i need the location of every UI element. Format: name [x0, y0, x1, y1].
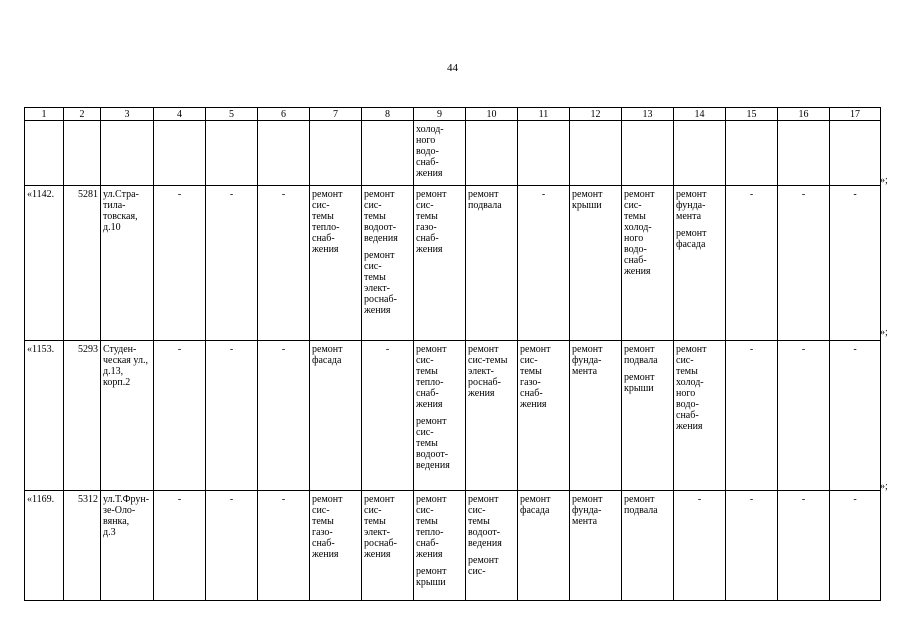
cell-text: -	[281, 189, 286, 200]
table-cell	[570, 186, 622, 341]
table-cell	[258, 186, 310, 341]
table-cell	[570, 341, 622, 491]
cell-text: ремонт сис- темы элект- роснаб- жения	[364, 494, 397, 560]
data-table	[24, 107, 881, 601]
table-cell	[518, 121, 570, 186]
cell-text: ремонт подвала	[468, 189, 502, 211]
cell-text: ремонт сис- темы газо- снаб- жения	[416, 189, 447, 255]
table-cell	[622, 341, 674, 491]
cell-text: -	[229, 494, 234, 505]
column-number: 8	[362, 108, 414, 121]
table-cell	[25, 491, 64, 601]
cell-text: -	[697, 494, 702, 505]
cell-text: -	[853, 189, 857, 200]
table-cell	[206, 186, 258, 341]
table-cell	[414, 186, 466, 341]
cell-text: -	[177, 189, 182, 200]
cell-text: ремонт сис- темы газо- снаб- жения	[520, 344, 551, 410]
cell-text: ремонт сис-темы элект- роснаб- жения	[468, 344, 508, 399]
cell-text: ремонт подвала	[624, 344, 658, 366]
table-cell	[101, 121, 154, 186]
cell-text: -	[229, 344, 234, 355]
row-end-mark: »;	[880, 327, 888, 338]
table-row	[25, 121, 881, 186]
column-number-row	[25, 108, 881, 121]
column-number: 12	[570, 108, 622, 121]
table-row	[25, 341, 881, 491]
table-cell	[101, 186, 154, 341]
table-cell	[154, 341, 206, 491]
table-cell	[414, 121, 466, 186]
table-cell	[570, 491, 622, 601]
cell-text: ремонт сис- темы водоот- ведения	[468, 494, 502, 549]
table-cell	[154, 121, 206, 186]
table-cell	[362, 121, 414, 186]
column-number: 5	[206, 108, 258, 121]
column-number: 3	[101, 108, 154, 121]
cell-text: 5281	[78, 189, 98, 200]
column-number: 13	[622, 108, 674, 121]
table-cell	[25, 186, 64, 341]
cell-text: -	[385, 344, 390, 355]
table-cell	[674, 341, 726, 491]
table-cell	[466, 341, 518, 491]
table-cell	[674, 121, 726, 186]
table-cell	[101, 341, 154, 491]
cell-text: ремонт фунда- мента	[676, 189, 707, 222]
table-cell	[310, 491, 362, 601]
table-cell	[25, 121, 64, 186]
cell-text: ремонт фасада	[520, 494, 551, 516]
table-cell	[778, 186, 830, 341]
cell-text: -	[177, 344, 182, 355]
cell-text: ремонт сис- темы газо- снаб- жения	[312, 494, 343, 560]
cell-text: «1142.	[27, 189, 55, 200]
table-cell	[726, 491, 778, 601]
cell-text: 5312	[78, 494, 98, 505]
table-cell	[466, 491, 518, 601]
table-cell	[310, 341, 362, 491]
cell-text: Студен- ческая ул., д.13, корп.2	[103, 344, 148, 388]
table-cell	[64, 186, 101, 341]
table-cell	[414, 491, 466, 601]
cell-text: -	[801, 189, 806, 200]
table-cell	[25, 341, 64, 491]
table-cell	[778, 491, 830, 601]
cell-text: -	[801, 344, 806, 355]
column-number: 2	[64, 108, 101, 121]
cell-text: ремонт фасада	[312, 344, 343, 366]
cell-text: -	[749, 344, 754, 355]
page-number: 44	[447, 62, 458, 74]
cell-text: ремонт сис- темы тепло- снаб- жения	[312, 189, 343, 255]
table-cell	[518, 186, 570, 341]
column-number: 10	[466, 108, 518, 121]
table-cell	[726, 341, 778, 491]
cell-text: ремонт сис- темы элект- роснаб- жения	[364, 250, 397, 316]
table-cell	[830, 121, 881, 186]
cell-text: «1153.	[27, 344, 55, 355]
table-cell	[206, 341, 258, 491]
cell-text: ремонт подвала	[624, 494, 658, 516]
table-cell	[518, 341, 570, 491]
table-cell	[778, 341, 830, 491]
cell-text: -	[853, 494, 857, 505]
cell-text: ремонт крыши	[416, 566, 447, 588]
cell-text: -	[229, 189, 234, 200]
table-cell	[830, 491, 881, 601]
cell-text: холод- ного водо- снаб- жения	[416, 124, 444, 179]
cell-text: «1169.	[27, 494, 55, 505]
cell-text: ремонт фунда- мента	[572, 344, 603, 377]
table-cell	[622, 491, 674, 601]
table-cell	[830, 341, 881, 491]
cell-text: ремонт сис- темы водоот- ведения	[416, 416, 450, 471]
table-cell	[258, 491, 310, 601]
table-cell	[64, 121, 101, 186]
table-cell	[622, 186, 674, 341]
cell-text: ремонт фунда- мента	[572, 494, 603, 527]
cell-text: ремонт сис- темы холод- ного водо- снаб- жения	[676, 344, 707, 432]
row-end-mark: »;	[880, 175, 888, 186]
cell-text: ул.Т.Фрун- зе-Оло- вянка, д.3	[103, 494, 150, 538]
cell-text: ремонт крыши	[624, 372, 655, 394]
cell-text: ремонт сис- темы тепло- снаб- жения	[416, 344, 447, 410]
table-cell	[310, 121, 362, 186]
cell-text: ремонт фасада	[676, 228, 707, 250]
row-end-mark: »;	[880, 481, 888, 492]
table-cell	[154, 491, 206, 601]
cell-text: ремонт сис- темы холод- ного водо- снаб- жения	[624, 189, 655, 277]
table-cell	[622, 121, 674, 186]
table-cell	[310, 186, 362, 341]
column-number: 11	[518, 108, 570, 121]
cell-text: ремонт сис- темы тепло- снаб- жения	[416, 494, 447, 560]
cell-text: -	[749, 189, 754, 200]
column-number: 15	[726, 108, 778, 121]
table-cell	[726, 186, 778, 341]
column-number: 14	[674, 108, 726, 121]
table-cell	[726, 121, 778, 186]
table-cell	[206, 491, 258, 601]
table-cell	[362, 186, 414, 341]
cell-text: ремонт крыши	[572, 189, 603, 211]
column-number: 17	[830, 108, 881, 121]
cell-text: -	[177, 494, 182, 505]
table-cell	[362, 341, 414, 491]
column-number: 1	[25, 108, 64, 121]
table-row	[25, 491, 881, 601]
cell-text: ремонт сис- темы водоот- ведения	[364, 189, 398, 244]
cell-text: 5293	[78, 344, 98, 355]
table-cell	[674, 491, 726, 601]
table-row	[25, 186, 881, 341]
table-cell	[362, 491, 414, 601]
cell-text: ул.Стра- тила- товская, д.10	[103, 189, 139, 233]
column-number: 9	[414, 108, 466, 121]
table-cell	[778, 121, 830, 186]
column-number: 4	[154, 108, 206, 121]
cell-text: -	[541, 189, 546, 200]
table-cell	[518, 491, 570, 601]
table-cell	[206, 121, 258, 186]
table-cell	[64, 341, 101, 491]
cell-text: -	[801, 494, 806, 505]
cell-text: -	[281, 344, 286, 355]
table-cell	[258, 341, 310, 491]
table-cell	[570, 121, 622, 186]
table-cell	[101, 491, 154, 601]
table-cell	[64, 491, 101, 601]
cell-text: -	[281, 494, 286, 505]
table-cell	[830, 186, 881, 341]
cell-text: -	[749, 494, 754, 505]
table-cell	[466, 186, 518, 341]
cell-text: -	[853, 344, 857, 355]
table-cell	[154, 186, 206, 341]
table-cell	[674, 186, 726, 341]
table-cell	[466, 121, 518, 186]
table-cell	[258, 121, 310, 186]
cell-text: ремонт сис-	[468, 555, 499, 577]
column-number: 16	[778, 108, 830, 121]
column-number: 7	[310, 108, 362, 121]
column-number: 6	[258, 108, 310, 121]
table-cell	[414, 341, 466, 491]
